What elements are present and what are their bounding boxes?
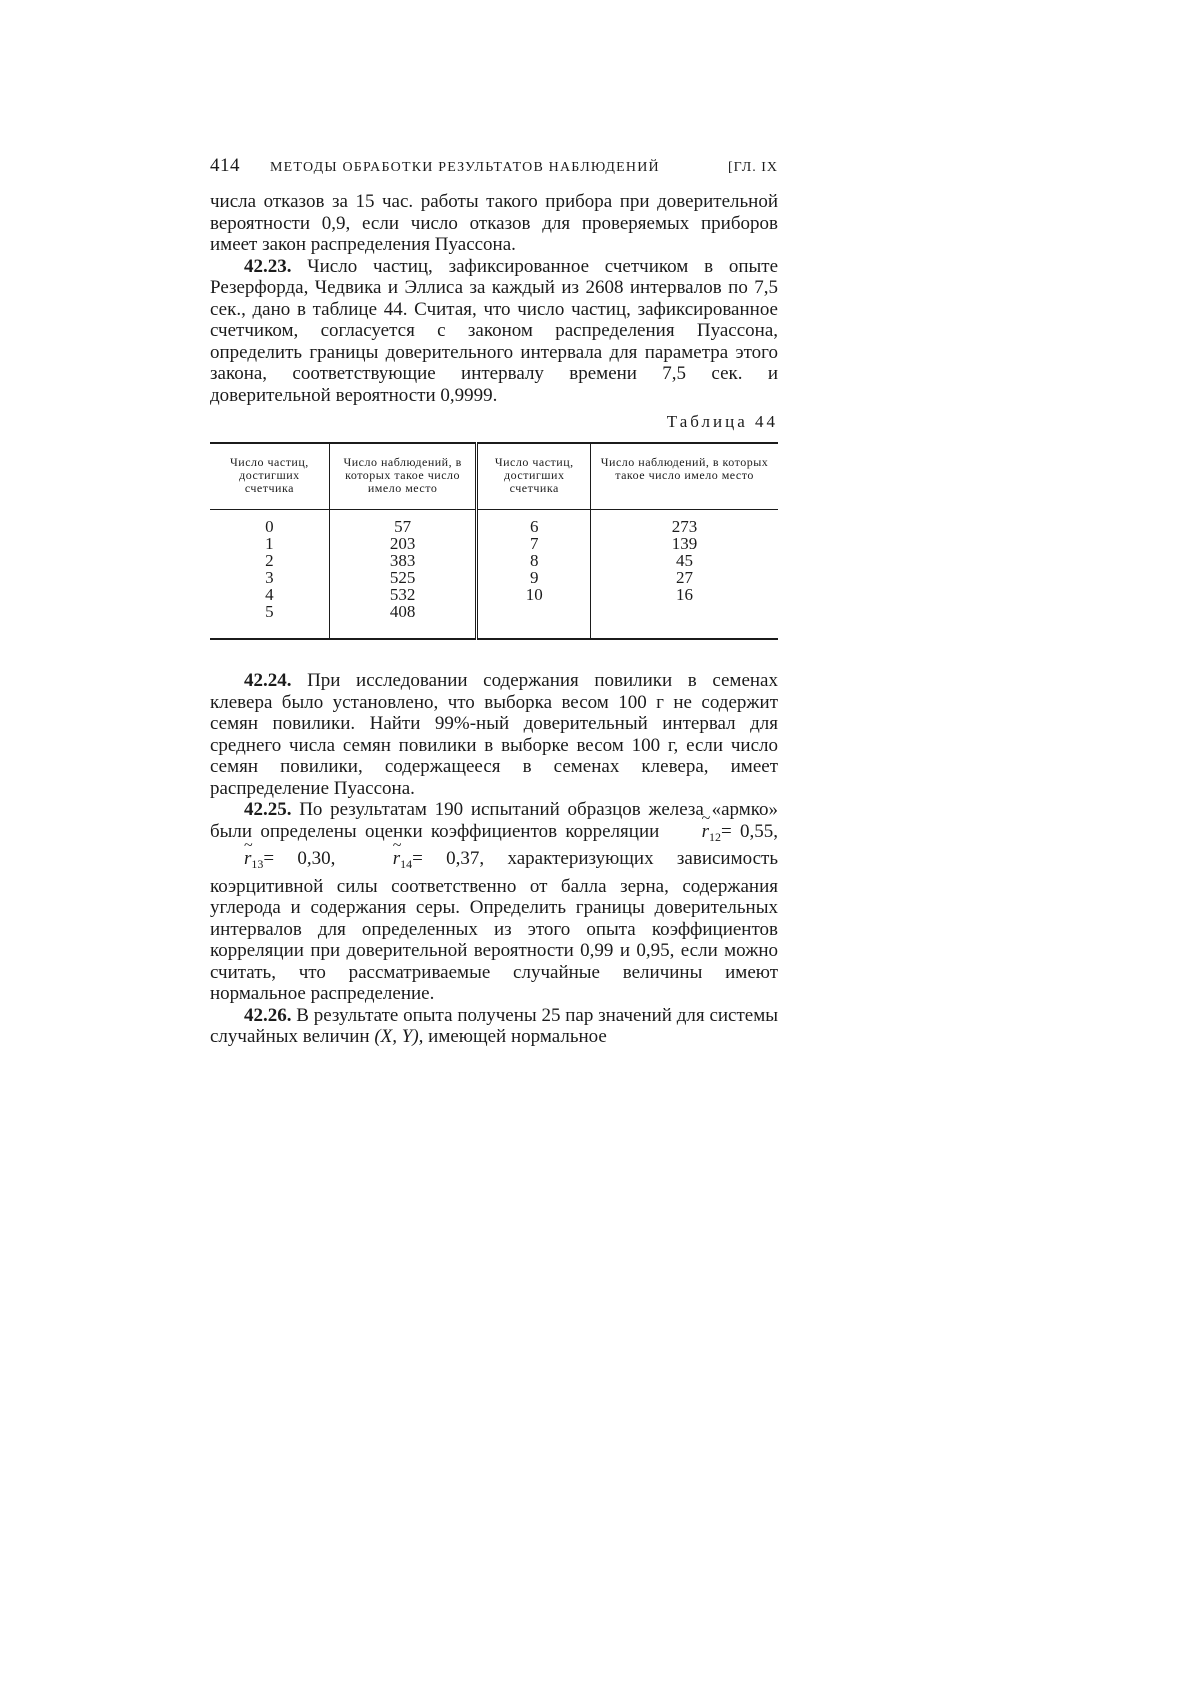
r13-symbol: ~ r (210, 848, 251, 870)
cell-value: 9 (529, 568, 539, 587)
r14-value: = 0,37, (412, 848, 485, 869)
cell-value: 532 (389, 585, 416, 604)
r14-symbol: ~ r (359, 848, 400, 870)
column-observations-2 (591, 510, 778, 640)
data-table (210, 442, 778, 640)
header-cell: Число наблюдений, в которых такое число имело место (329, 443, 477, 510)
table-header-row (210, 443, 778, 510)
problem-number: 42.25. (244, 799, 292, 820)
cell-value: 57 (394, 517, 412, 536)
cell-value: 45 (676, 551, 694, 570)
table-caption: Таблица 44 (666, 412, 778, 431)
cell-value: 16 (676, 585, 694, 604)
problem-42-26 (210, 1005, 778, 1048)
cell-value: 139 (671, 534, 698, 553)
cell-value: 383 (389, 551, 416, 570)
problem-number: 42.23. (244, 255, 292, 277)
problem-42-23 (210, 256, 778, 407)
cell-value: 10 (525, 585, 543, 604)
r12-symbol: ~ r (668, 821, 709, 843)
cell-value: 27 (676, 568, 694, 587)
running-header (210, 155, 778, 177)
cell-value: 4 (265, 585, 274, 604)
cell-value: 6 (529, 517, 539, 536)
cell-value: 408 (389, 602, 416, 621)
book-page (210, 155, 778, 1048)
column-particles-1 (210, 510, 329, 640)
cell-value: 273 (671, 517, 698, 536)
problem-number: 42.24. (244, 670, 292, 691)
header-cell: Число наблюдений, в которых такое число имело место (591, 443, 778, 510)
cell-value: 1 (265, 534, 274, 553)
cell-value: 203 (389, 534, 416, 553)
problem-42-25 (210, 799, 778, 1005)
cell-value: 2 (265, 551, 274, 570)
cell-value: 3 (265, 568, 274, 587)
cell-value: 0 (265, 517, 274, 536)
r13-value: = 0,30, (263, 848, 336, 869)
intro-text: числа отказов за 15 час. работы такого прибора при доверительной вероятности 0,9, если число отказов для проверяемых приборов имеет закон распределения Пуассона. (210, 191, 778, 255)
problem-text: При исследовании содержания повилики в семенах клевера было установлено, что выборка весом 100 г не содержит семян повилики. Найти 99%-ный доверительный интервал для среднего числа семян повилики в выборке весом 100 г, если число семян повилики, содержащееся в семенах клевера, имеет распределение Пуассона. (210, 670, 778, 799)
problem-text-a: В результате опыта получены 25 пар значений для системы случайных величин (210, 1004, 778, 1047)
problem-42-24 (210, 670, 778, 799)
r14-index: 14 (400, 857, 413, 871)
column-particles-2 (477, 510, 591, 640)
problem-text-a: По результатам 190 испытаний образцов железа «армко» были определены оценки коэффициентов корреляции (210, 799, 778, 842)
random-variables: (X, Y), (374, 1026, 424, 1047)
problem-number: 42.26. (244, 1004, 292, 1026)
problem-text-b: имеющей нормальное (428, 1026, 607, 1047)
cell-value: 5 (265, 602, 274, 621)
chapter-label: [ГЛ. IX (728, 160, 778, 175)
column-observations-1 (329, 510, 477, 640)
running-title: МЕТОДЫ ОБРАБОТКИ РЕЗУЛЬТАТОВ НАБЛЮДЕНИЙ (270, 160, 660, 175)
r12-value: = 0,55, (721, 820, 779, 842)
r13-index: 13 (251, 857, 264, 871)
problem-text: Число частиц, зафиксированное счетчиком в опыте Резерфорда, Чедвика и Эллиса за каждый из 2608 интервалов по 7,5 сек., дано в таблице 44. Считая, что число частиц, зафиксированное счетчиком, согласуется с законом распределения Пуассона, определить границы доверительного интервала для параметра этого закона, соответствующие интервалу времени 7,5 сек. и доверительной вероятности 0,9999. (210, 255, 778, 406)
r12-index: 12 (709, 829, 722, 844)
intro-paragraph (210, 191, 778, 256)
table-row (210, 510, 778, 640)
cell-value: 525 (389, 568, 416, 587)
problem-text-b: характеризующих зависимость коэрцитивной силы соответственно от балла зерна, содержания углерода и содержания серы. Определить границы доверительных интервалов для определенных из этого опыта коэффициентов корреляции при доверительной вероятности 0,99 и 0,95, если можно считать, что рассматриваемые случайные величины имеют нормальное распределение. (210, 848, 778, 1004)
header-cell: Число частиц, достигших счетчика (210, 443, 329, 510)
cell-value: 8 (529, 551, 539, 570)
page-number: 414 (210, 155, 240, 176)
cell-value: 7 (529, 534, 539, 553)
header-cell: Число частиц, достигших счетчика (477, 443, 591, 510)
